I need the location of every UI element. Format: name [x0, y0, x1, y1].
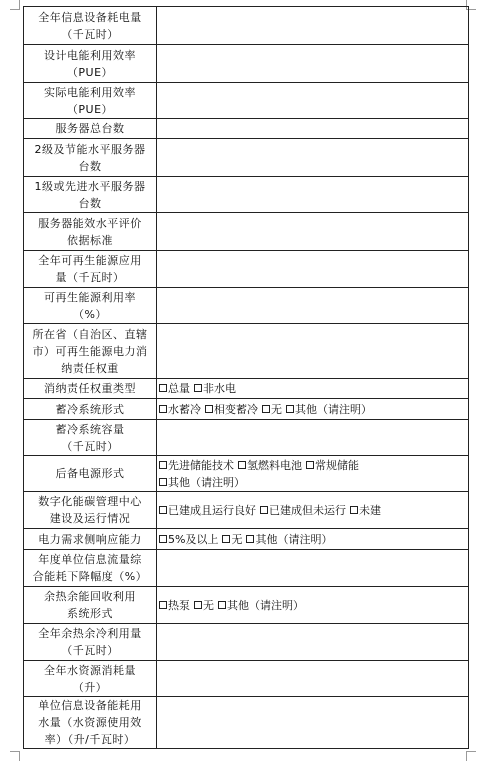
field-label-line: 年度单位信息流量综	[38, 553, 142, 566]
option-line	[159, 502, 466, 519]
field-label-line: 单位信息设备能耗用	[38, 699, 142, 712]
table-row	[24, 550, 469, 587]
field-label-line: 服务器总台数	[55, 122, 125, 135]
field-label	[24, 399, 157, 420]
field-label	[24, 139, 157, 177]
checkbox-option[interactable]	[350, 504, 381, 517]
option-line	[159, 401, 466, 418]
field-value-cell[interactable]	[157, 492, 469, 529]
field-value-cell[interactable]	[157, 456, 469, 492]
crop-mark-bottom-right	[466, 751, 476, 761]
checkbox-option-label: 水蓄冷	[168, 402, 201, 416]
table-row	[24, 45, 469, 83]
field-value-cell[interactable]	[157, 529, 469, 550]
table-row	[24, 119, 469, 139]
option-line	[159, 380, 466, 397]
checkbox-option-label: 已建成且运行良好	[168, 503, 256, 517]
checkbox-icon[interactable]	[159, 478, 167, 486]
field-label-line: 余热余能回收利用	[44, 590, 136, 603]
field-label	[24, 661, 157, 697]
checkbox-icon[interactable]	[205, 405, 213, 413]
field-label-line: 消纳责任权重类型	[44, 382, 136, 395]
checkbox-option-label: 无	[203, 598, 214, 612]
crop-mark-top-left	[10, 0, 20, 10]
field-label	[24, 251, 157, 288]
table-row	[24, 456, 469, 492]
field-value-cell[interactable]	[157, 177, 469, 213]
field-label-line: （PUE）	[66, 102, 114, 116]
field-label-line: 1级或先进水平服务器	[34, 179, 146, 193]
field-label-line: 服务器能效水平评价	[38, 216, 142, 230]
data-center-info-table	[23, 6, 469, 749]
field-label	[24, 177, 157, 213]
checkbox-icon[interactable]	[306, 461, 314, 469]
checkbox-option[interactable]	[262, 403, 282, 416]
field-value-cell[interactable]	[157, 587, 469, 624]
checkbox-icon[interactable]	[159, 506, 167, 514]
checkbox-icon[interactable]	[194, 384, 202, 392]
checkbox-option[interactable]	[205, 403, 258, 416]
table-row	[24, 213, 469, 251]
crop-mark-bottom-left	[10, 751, 20, 761]
table-row	[24, 492, 469, 529]
table-row	[24, 139, 469, 177]
checkbox-option-label: 5%及以上	[168, 532, 219, 546]
checkbox-icon[interactable]	[246, 535, 254, 543]
checkbox-icon[interactable]	[159, 461, 167, 469]
field-label-line: 台数	[78, 196, 102, 210]
checkbox-option-label: 常规储能	[315, 458, 359, 472]
checkbox-option[interactable]	[222, 533, 242, 546]
checkbox-icon[interactable]	[159, 535, 167, 543]
field-value-cell[interactable]	[157, 379, 469, 399]
field-value-cell[interactable]	[157, 139, 469, 177]
checkbox-icon[interactable]	[159, 601, 167, 609]
field-label	[24, 288, 157, 324]
field-label-line: 蓄冷系统形式	[55, 402, 125, 416]
checkbox-option-label: 先进储能技术	[168, 458, 234, 472]
field-label-line: 水量（水资源使用效	[38, 716, 142, 729]
field-value-cell[interactable]	[157, 550, 469, 587]
field-label-line: 依据标准	[67, 233, 113, 247]
checkbox-icon[interactable]	[286, 405, 294, 413]
checkbox-icon[interactable]	[194, 601, 202, 609]
option-line	[159, 474, 466, 491]
field-label-line: 合能耗下降幅度（%）	[32, 570, 148, 583]
checkbox-icon[interactable]	[238, 461, 246, 469]
checkbox-option-label: 其他（请注明）	[227, 598, 304, 612]
field-value-cell[interactable]	[157, 288, 469, 324]
checkbox-icon[interactable]	[222, 535, 230, 543]
checkbox-icon[interactable]	[159, 384, 167, 392]
field-value-cell[interactable]	[157, 420, 469, 456]
field-label	[24, 420, 157, 456]
field-label-line: 电力需求侧响应能力	[38, 532, 142, 546]
field-label-line: 全年信息设备耗电量	[38, 10, 142, 24]
field-label-line: 台数	[78, 159, 102, 173]
checkbox-option-label: 无	[271, 402, 282, 416]
checkbox-option[interactable]	[194, 599, 214, 612]
table-row	[24, 420, 469, 456]
field-label	[24, 624, 157, 661]
checkbox-option-label: 热泵	[168, 598, 190, 612]
table-row	[24, 83, 469, 119]
field-label-line: （%）	[73, 307, 107, 321]
checkbox-option[interactable]	[159, 459, 234, 472]
field-label-line: 量（千瓦时）	[55, 271, 125, 284]
table-row	[24, 529, 469, 550]
field-label-line: 率）（升/千瓦时）	[44, 733, 136, 746]
field-label	[24, 119, 157, 139]
field-label-line: 系统形式	[67, 607, 113, 620]
field-label-line: 全年可再生能源应用	[38, 254, 142, 267]
field-label	[24, 492, 157, 529]
checkbox-option[interactable]	[260, 504, 346, 517]
field-label	[24, 550, 157, 587]
field-label	[24, 83, 157, 119]
field-label-line: 可再生能源利用率	[44, 290, 136, 304]
table-row	[24, 587, 469, 624]
field-value-cell[interactable]	[157, 119, 469, 139]
field-value-cell[interactable]	[157, 399, 469, 420]
field-label-line: （千瓦时）	[61, 27, 119, 41]
field-label-line: 实际电能利用效率	[44, 85, 136, 99]
field-label-line: 数字化能碳管理中心	[38, 495, 142, 508]
field-label-line: 建设及运行情况	[49, 512, 131, 525]
checkbox-option[interactable]	[159, 504, 256, 517]
field-label	[24, 697, 157, 749]
checkbox-option-label: 未建	[359, 503, 381, 517]
checkbox-option-label: 无	[231, 532, 243, 546]
checkbox-option[interactable]	[159, 382, 190, 395]
field-label-line: （千瓦时）	[61, 644, 119, 657]
field-label	[24, 45, 157, 83]
checkbox-option[interactable]	[238, 459, 302, 472]
field-label-line: （PUE）	[66, 65, 114, 79]
field-label-line: 蓄冷系统容量	[55, 422, 125, 436]
table-row	[24, 251, 469, 288]
checkbox-option-label: 总量	[168, 382, 190, 395]
checkbox-option-label: 其他（请注明）	[255, 532, 333, 546]
field-label-line: 纳责任权重	[61, 361, 119, 375]
checkbox-option[interactable]	[246, 533, 332, 546]
field-label	[24, 324, 157, 379]
option-line	[159, 531, 466, 548]
table-row	[24, 661, 469, 697]
checkbox-option-label: 非水电	[203, 382, 236, 395]
table-row	[24, 697, 469, 749]
option-line	[159, 457, 466, 474]
field-value-cell[interactable]	[157, 83, 469, 119]
field-label-line: 全年水资源消耗量	[44, 663, 136, 677]
option-line	[159, 597, 466, 614]
field-label-line: （升）	[72, 680, 108, 694]
checkbox-icon[interactable]	[260, 506, 268, 514]
checkbox-option-label: 已建成但未运行	[269, 503, 346, 517]
field-value-cell[interactable]	[157, 251, 469, 288]
field-label	[24, 456, 157, 492]
field-label-line: 全年余热余冷利用量	[38, 627, 142, 640]
table-row	[24, 7, 469, 45]
table-row	[24, 624, 469, 661]
table-row	[24, 324, 469, 379]
checkbox-icon[interactable]	[350, 506, 358, 514]
field-label	[24, 529, 157, 550]
checkbox-option-label: 其他（请注明）	[295, 402, 372, 416]
table-row	[24, 177, 469, 213]
checkbox-option-label: 相变蓄冷	[214, 402, 258, 416]
field-label-line: 后备电源形式	[55, 467, 125, 480]
checkbox-option[interactable]	[218, 599, 304, 612]
checkbox-option-label: 其他（请注明）	[168, 475, 245, 489]
checkbox-option[interactable]	[306, 459, 359, 472]
field-label-line: （千瓦时）	[61, 439, 119, 453]
field-value-cell[interactable]	[157, 213, 469, 251]
field-label	[24, 213, 157, 251]
field-value-cell[interactable]	[157, 624, 469, 661]
checkbox-option[interactable]	[159, 533, 218, 546]
field-label-line: 所在省（自治区、直辖	[32, 327, 148, 341]
checkbox-option-label: 氢燃料电池	[247, 458, 302, 472]
table-row	[24, 399, 469, 420]
field-label-line: 设计电能利用效率	[44, 48, 136, 62]
checkbox-option[interactable]	[159, 476, 245, 489]
field-label	[24, 379, 157, 399]
field-label	[24, 587, 157, 624]
table-row	[24, 379, 469, 399]
table-row	[24, 288, 469, 324]
checkbox-option[interactable]	[159, 403, 201, 416]
field-label	[24, 7, 157, 45]
field-value-cell[interactable]	[157, 661, 469, 697]
checkbox-icon[interactable]	[218, 601, 226, 609]
field-value-cell[interactable]	[157, 697, 469, 749]
checkbox-option[interactable]	[159, 599, 190, 612]
checkbox-icon[interactable]	[262, 405, 270, 413]
checkbox-option[interactable]	[194, 382, 236, 395]
field-label-line: 2级及节能水平服务器	[34, 142, 146, 156]
field-value-cell[interactable]	[157, 45, 469, 83]
field-value-cell[interactable]	[157, 7, 469, 45]
field-label-line: 市）可再生能源电力消	[32, 344, 148, 358]
checkbox-option[interactable]	[286, 403, 372, 416]
field-value-cell[interactable]	[157, 324, 469, 379]
checkbox-icon[interactable]	[159, 405, 167, 413]
